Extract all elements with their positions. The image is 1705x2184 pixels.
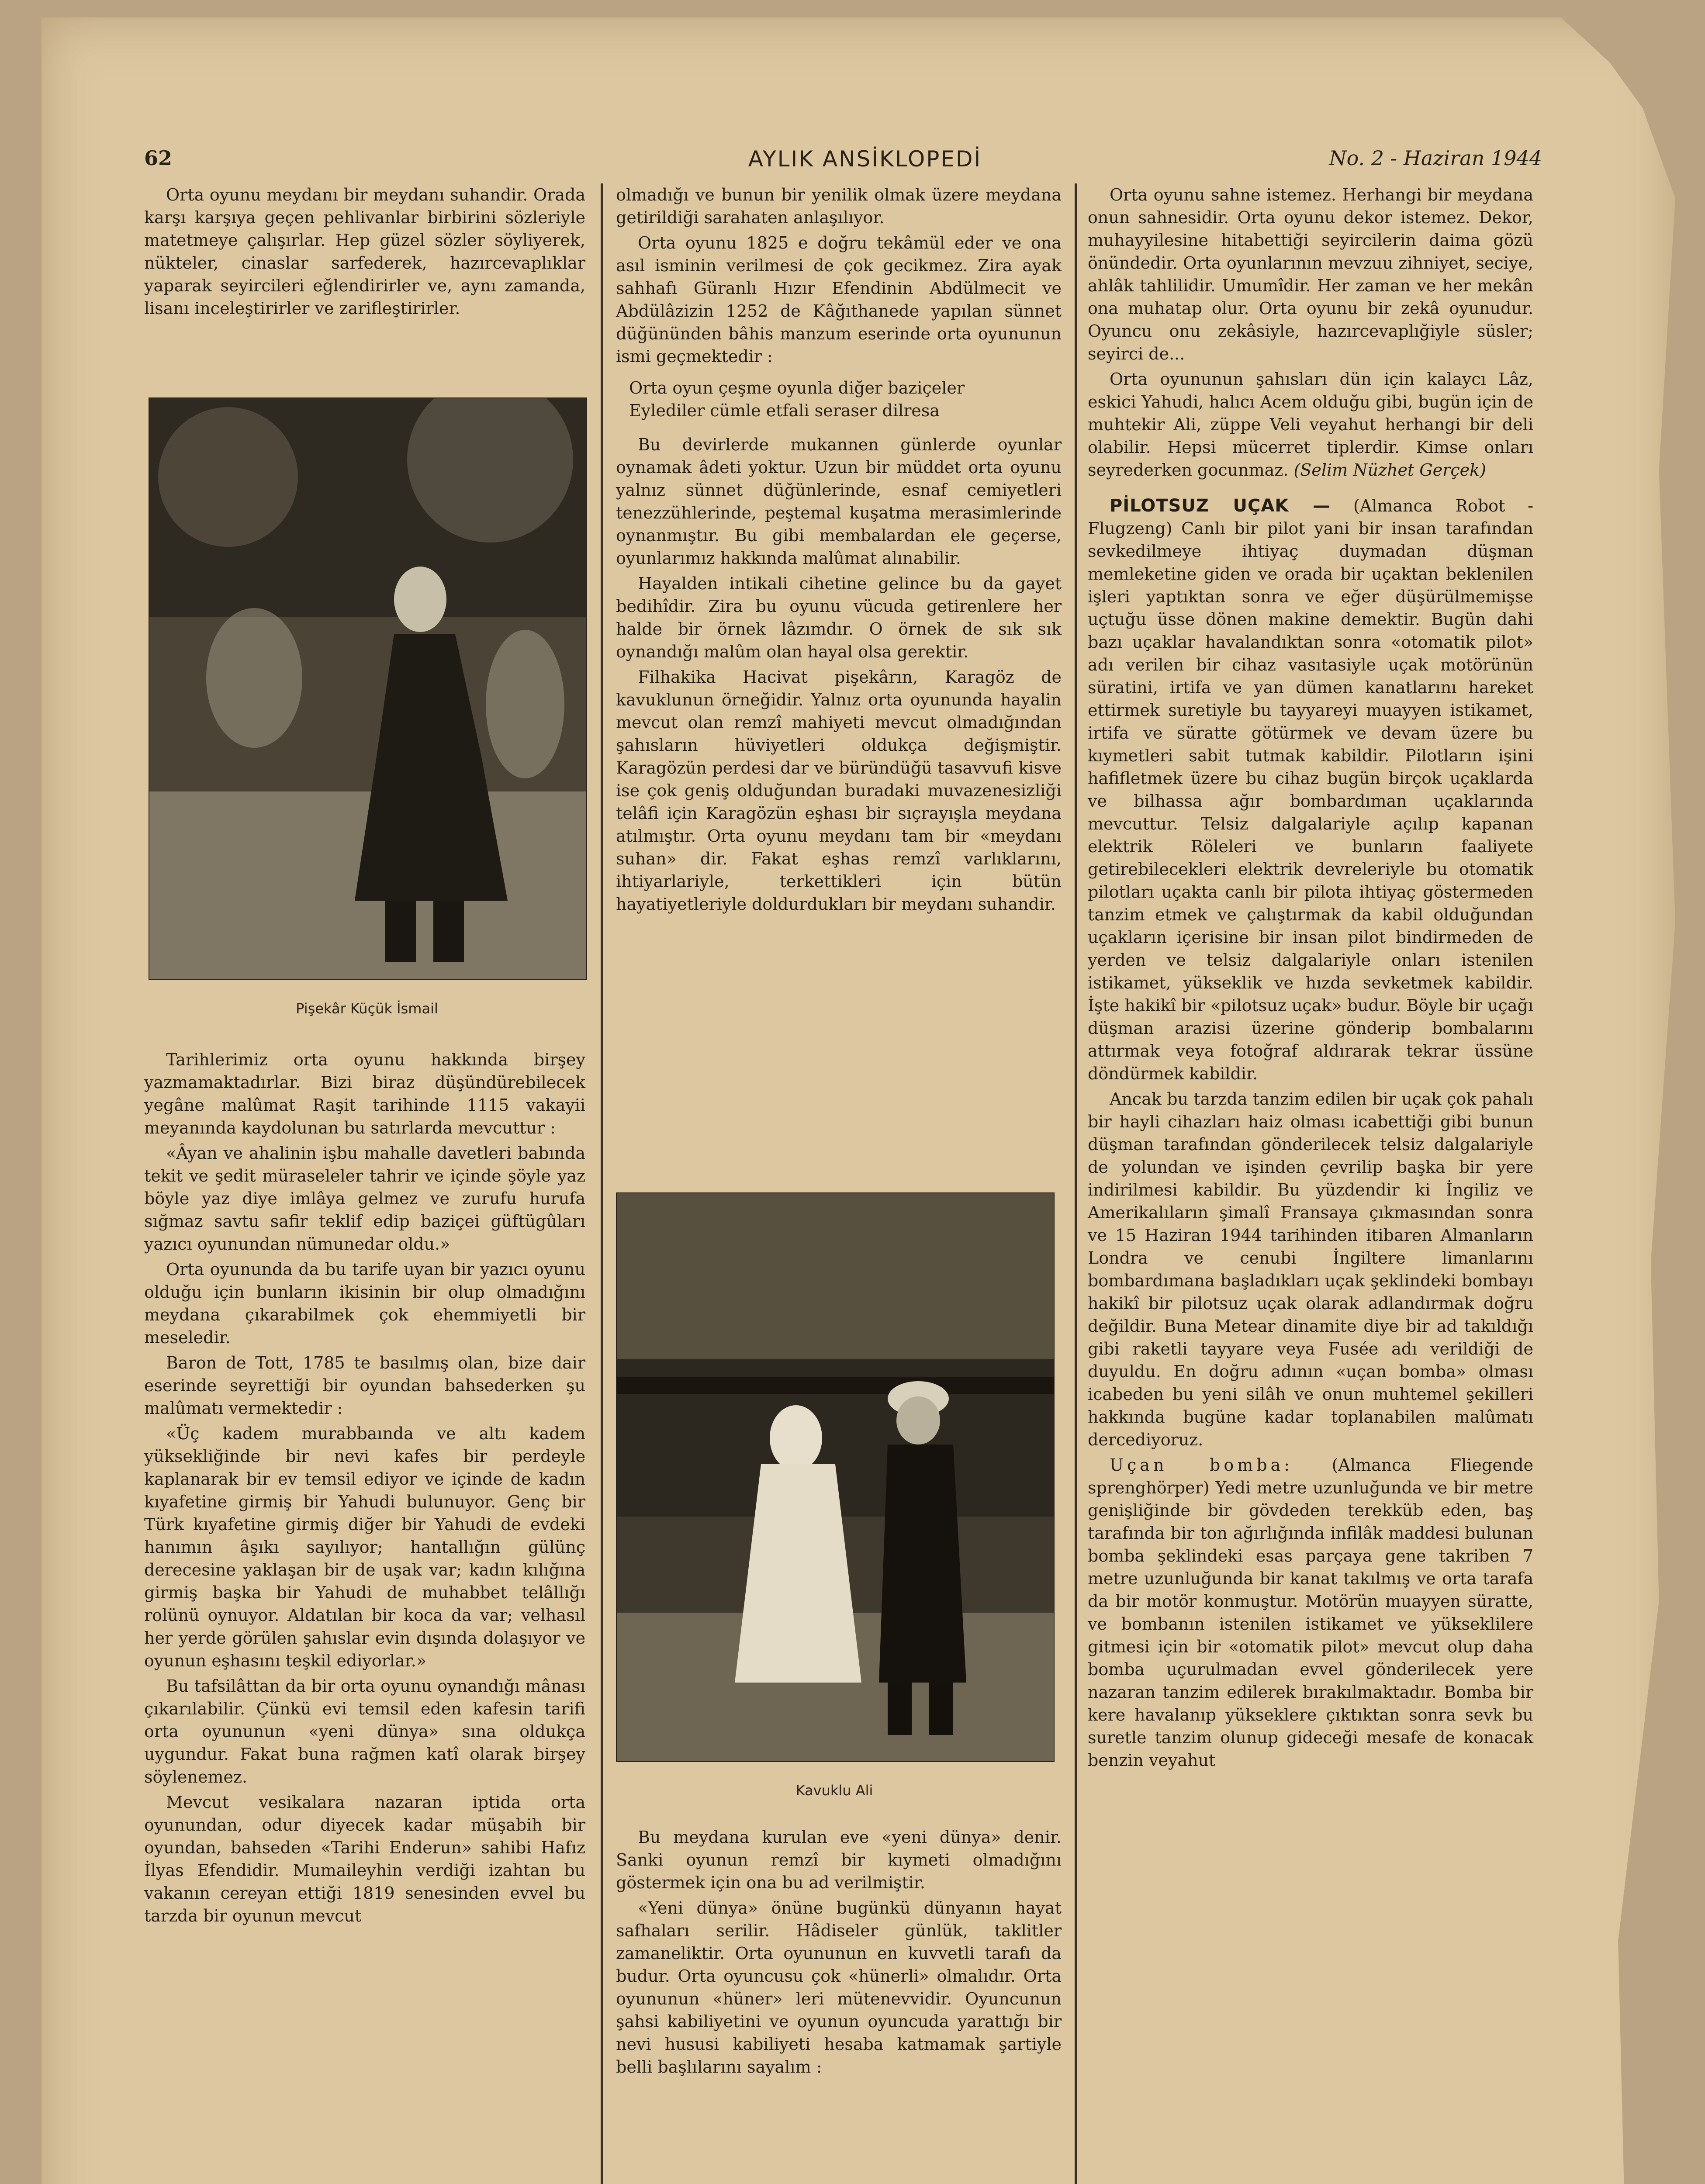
paragraph: Orta oyunu sahne istemez. Herhangi bir meydana onun sahnesidir. Orta oyunu dekor istemez. Dekor, muhayyilesine hitabettiği seyircilerin daima gözü önündedir. Orta oyunlarının mevzuu zihniyet, seciye, ahlâk tahlilidir. Umumîdir. Her zaman ve her mekân ona muhatap olur. Orta oyunu bir zekâ oyunudur. Oyuncu onu zekâsiyle, hazırcevaplığiyle süsler; seyirci de...	[1088, 185, 1533, 363]
column-2-top	[616, 183, 1062, 918]
photo-caption: Kavuklu Ali	[795, 1782, 873, 1799]
subentry	[1088, 1454, 1533, 1772]
quotation: «Üç kadem murabbaında ve altı kadem yüksekliğinde bir nevi kafes bir perdeyle kaplanarak bir ev temsil ediyor ve içinde de kadın kıyafetine girmiş bir Yahudi bulunuyor. Genç bir Türk kıyafetine girmiş diğer bir Yahudi de evdeki hanımın âşıkı sayılıyor; hantallığın gülünç derecesine yaklaşan bir de uşak var; kadın kılığına girmiş başka bir Yahudi de muhabbet telâllığı rolünü oynuyor. Aldatılan bir koca da var; velhasıl her yerde görülen şahıslar evin dışında dolaşıyor ve oyunun eşhasını teşkil ediyorlar.»	[144, 1424, 585, 1670]
column-rule-right	[1075, 183, 1077, 2184]
quotation: «Âyan ve ahalinin işbu mahalle davetleri babında tekit ve şedit müraseleler tahrir ve içinde şöyle yaz böyle yaz diye imlâya gelmez ve zurufu hurufa sığmaz savtu safir teklif edip baziçei güftügûları yazıcı oyunundan nümunedar oldu.»	[144, 1144, 585, 1254]
column-3	[1088, 183, 1533, 1774]
photo-image	[149, 398, 586, 979]
paragraph: Bu meydana kurulan eve «yeni dünya» denir. Sanki oyunun remzî bir kıymeti olmadığını göstermek için ona bu ad verilmiştir.	[616, 1828, 1062, 1892]
subentry-text: (Almanca Fliegende sprenghörper) Yedi metre uzunluğunda ve bir metre genişliğinde bir gövdeden terekküb eden, baş tarafında bir ton ağırlığında infilâk maddesi bulunan bomba şeklindeki esas parçaya gene takriben 7 metre uzunluğunda bir kanat takılmış ve orta tarafa da bir motör konmuştur. Motörün muayyen süratte, ve bombanın istenilen istikamet ve yükseklilere gitmesi için bir «otomatik pilot» mevcut olup daha bomba uçurulmadan evvel gönderilecek yere nazaran tanzim edilerek bırakılmaktadır. Bomba bir kere havalanıp yükseklere çıktıktan sonra sevk bu suretle tanzim olunup gideceği mesafe de konacak benzin veyahut	[1088, 1455, 1533, 1770]
paragraph: Bu devirlerde mukannen günlerde oyunlar oynamak âdeti yoktur. Uzun bir müddet orta oyunu yalnız sünnet düğünlerinde, esnaf cemiyetleri tenezzühlerinde, peştemal kuşatma merasimlerinde oynanmıştır. Bu gibi membalardan ele geçerse, oyunlarımız hakkında malûmat alınabilir.	[616, 435, 1062, 568]
issue-label: No. 2 - Haziran 1944	[1329, 146, 1542, 170]
verse	[629, 377, 1062, 422]
paragraph: «Yeni dünya» önüne bugünkü dünyanın hayat safhaları serilir. Hâdiseler günlük, taklitler zamaneliktir. Orta oyununun en kuvvetli tarafı da budur. Orta oyuncusu çok «hünerli» olmalıdır. Orta oyununun «hüner» leri mütenevvidir. Oyuncunun şahsi kabiliyetini ve oyunun oyuncuda yarattığı bir nevi hususi kabiliyeti hesaba katmamak şartiyle belli başlılarını sayalım :	[616, 1898, 1062, 2077]
paragraph: Hayalden intikali cihetine gelince bu da gayet bedihîdir. Zira bu oyunu vücuda getirenlere her halde bir örnek lâzımdır. O örnek de sık sık oynandığı malûm olan hayal olsa gerektir.	[616, 574, 1062, 661]
column-rule-left	[601, 183, 603, 2184]
paragraph-text: Orta oyununun şahısları dün için kalaycı Lâz, eskici Yahudi, halıcı Acem olduğu gibi, bugün için de muhtekir Ali, züppe Veli veyahut herhangi bir deli olabilir. Hepsi mücerret tiplerdir. Kimse onları seyrederken gocunmaz.	[1088, 370, 1533, 480]
author-signature: (Selim Nüzhet Gerçek)	[1293, 460, 1486, 480]
column-1-top	[144, 183, 585, 322]
paragraph: Tarihlerimiz orta oyunu hakkında birşey yazmamaktadırlar. Bizi biraz düşündürebilecek yegâne malûmat Raşit tarihinde 1115 vakayii meyanında kaydolunan bu satırlarda mevcuttur :	[144, 1050, 585, 1137]
page-number: 62	[144, 146, 173, 170]
subentry-heading: Uçan bomba:	[1110, 1455, 1293, 1475]
verse-line: Eylediler cümle etfali seraser dilresa	[629, 401, 940, 420]
magazine-title: AYLIK ANSİKLOPEDİ	[748, 146, 982, 172]
paragraph: Baron de Tott, 1785 te basılmış olan, bize dair eserinde seyrettiği bir oyundan bahsederken şu malûmatı vermektedir :	[144, 1353, 585, 1418]
paragraph: Orta oyununda da bu tarife uyan bir yazıcı oyunu olduğu için bunların ikisinin bir olup olmadığını meydana çıkarabilmek çok ehemmiyetli bir meseledir.	[144, 1260, 585, 1347]
entry-headword: PİLOTSUZ UÇAK —	[1110, 496, 1331, 516]
paragraph: Bu tafsilâttan da bir orta oyunu oynandığı mânası çıkarılabilir. Çünkü evi temsil eden kafesin tarifi orta oyununun «yeni dünya» sına oldukça uygundur. Fakat buna rağmen katî olarak birşey söylenemez.	[144, 1676, 585, 1787]
column-1-bottom	[144, 1048, 585, 1930]
photo-kavuklu-ali	[616, 1192, 1055, 1762]
photo-image	[617, 1193, 1054, 1761]
entry-text: (Almanca Robot - Flugzeng) Canlı bir pilot yani bir insan tarafından sevkedilmeye ihtiyaç duymadan düşman memleketine giden ve orada bir uçaktan beklenilen işleri yaptıktan sonra ve eğer düşürülmemişse uçtuğu üsse dönen makine demektir. Bugün dahi bazı uçaklar havalandıktan sonra «otomatik pilot» adı verilen bir cihaz vasıtasiyle uçak motörünün süratini, irtifa ve yan dümen kanatlarını hareket ettirmek suretiyle bu tayyareyi muayyen istikamet, irtifa ve süratte götürmek ve devam üzere bu kıymetleri sabit tutmak kabildir. Pilotların işini hafifletmek üzere bu cihaz bugün birçok uçaklarda ve bilhassa ağır bombardıman uçaklarında mevcuttur. Telsiz dalgalariyle açılıp kapanan elektrik Röleleri ve bunların faaliyete getirebilecekleri elektrik devreleriyle bu otomatik pilotları uçakta canlı bir pilota ihtiyaç göstermeden tanzim etmek ve çalıştırmak da kabil olduğundan uçakların içerisine bir insan pilot bindirmeden de yerden ve telsiz dalgalariyle onları istenilen istikamet, yükseklik ve hızda sevketmek kabildir. İşte hakikî bir «pilotsuz uçak» budur. Böyle bir uçağı düşman arazisi üzerine gönderip bombalarını attırmak veya fotoğraf aldırarak tekrar üssüne döndürmek kabildir.	[1088, 496, 1533, 1083]
paragraph: Mevcut vesikalara nazaran iptida orta oyunundan, odur diyecek kadar müşabih bir oyundan, bahseden «Tarihi Enderun» sahibi Hafız İlyas Efendidir. Mumaileyhin verdiği izahtan bu vakanın cereyan ettiği 1819 senesinden evvel bu tarzda bir oyunun mevcut	[144, 1793, 585, 1925]
column-2-bottom	[616, 1826, 1062, 2081]
paragraph: Ancak bu tarzda tanzim edilen bir uçak çok pahalı bir hayli cihazları haiz olması icabettiği gibi bunun düşman tarafından gönderilecek telsiz dalgalariyle de yolundan ve işinden çevrilip başka bir yere indirilmesi kabildir. Bu yüzdendir ki İngiliz ve Amerikalıların şimalî Fransaya çıkmasından sonra ve 15 Haziran 1944 tarihinden itibaren Almanların Londra ve cenubi İngiltere limanlarını bombardımana başladıkları uçak şeklindeki bombayı hakikî bir pilotsuz uçak olarak adlandırmak doğru değildir. Buna Metear dinamite diye bir ad takıldığı gibi raketli tayyare veya Fusée adı verildiği de duyuldu. En doğru adının «uçan bomba» olması icabeden bu yeni silâh ve onun muhtemel şekilleri hakkında bugüne kadar toplanabilen malûmatı dercediyoruz.	[1088, 1089, 1533, 1449]
paragraph: Filhakika Hacivat pişekârın, Karagöz de kavuklunun örneğidir. Yalnız orta oyununda hayalin mevcut olan remzî mahiyeti mevcut olmadığından şahısların hüviyetleri oldukça değişmiştir. Karagözün perdesi dar ve büründüğü tasavvufi kisve ise çok geniş olduğundan buradaki muvazenesizliği telâfi için Karagözün eşhası bir sıçrayışla meydana atılmıştır. Orta oyunu meydanı tam bir «meydanı suhan» dir. Fakat eşhas remzî varlıklarını, ihtiyarlariyle, terkettikleri için bütün hayatiyetleriyle doldurdukları bir meydanı suhandir.	[616, 667, 1062, 914]
photo-caption: Pişekâr Küçük İsmail	[296, 1000, 438, 1017]
paragraph: Orta oyunu meydanı bir meydanı suhandir. Orada karşı karşıya geçen pehlivanlar birbirini sözleriyle matetmeye çalışırlar. Hep güzel sözler söyliyerek, nükteler, cinaslar sarfederek, hazırcevaplıklar yaparak seyircileri eğlendirirler ve, aynı zamanda, lisanı inceleştirirler ve zarifleştirirler.	[144, 185, 585, 318]
verse-line: Orta oyun çeşme oyunla diğer baziçeler	[629, 378, 965, 397]
paragraph	[1088, 368, 1533, 481]
photo-piseekar-kucuk-ismail	[149, 397, 587, 980]
paragraph: olmadığı ve bunun bir yenilik olmak üzere meydana getirildiği sarahaten anlaşılıyor.	[616, 185, 1062, 227]
paragraph: Orta oyunu 1825 e doğru tekâmül eder ve ona asıl isminin verilmesi de çok gecikmez. Zira ayak sahhafı Güranlı Hızır Efendinin Abdülmecit ve Abdülâzizin 1252 de Kâğıthanede yapılan sünnet düğününden bâhis manzum eserinde orta oyununun ismi geçmektedir :	[616, 233, 1062, 366]
encyclopedia-entry	[1088, 494, 1533, 1085]
